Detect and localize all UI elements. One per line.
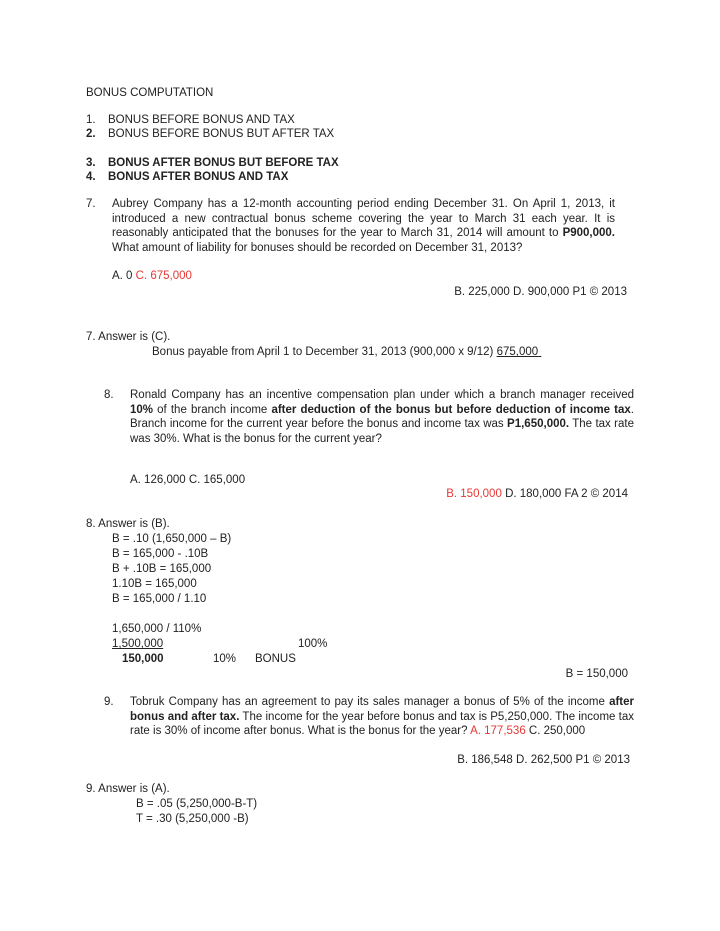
question-text: The tax rate was 30%. What is the bonus for the current year? — [130, 418, 634, 445]
choices-line — [112, 269, 192, 283]
alt-value: 1,500,000 — [112, 638, 164, 650]
alt-computation: 1,650,000 / 110% — [112, 623, 202, 635]
question-text: The income for the year before bonus and tax is P5,250,000. The income tax rate is 30% of income after bonus. What is the bonus for the year? — [130, 710, 634, 737]
question-bold-phrase: after bonus and after tax. — [130, 696, 634, 723]
solution-step: B = .05 (5,250,000-B-T) — [136, 798, 258, 810]
question-pct: 10% — [130, 403, 154, 416]
question-number: 8. — [104, 389, 114, 401]
choice-d: D. 180,000 FA 2 © 2014 — [505, 488, 628, 500]
solution-value: 675,000 — [496, 346, 539, 358]
question-text: . Branch income for the current year before the bonus and income tax was — [130, 403, 634, 430]
question-text: Ronald Company has an incentive compensation plan under which a branch manager received — [130, 389, 634, 401]
question-number: 9. — [104, 696, 114, 708]
question-text: of the branch income — [153, 403, 272, 416]
list-text: BONUS BEFORE BONUS AND TAX — [108, 114, 295, 126]
question-text: Tobruk Company has an agreement to pay its sales manager a bonus of 5% of the income — [130, 696, 610, 708]
list-item — [86, 113, 295, 127]
choice-a: A. 0 — [112, 270, 133, 282]
solution-step: B = 165,000 - .10B — [112, 548, 209, 560]
alt-label: BONUS — [255, 653, 296, 665]
solution-step: B + .10B = 165,000 — [112, 563, 212, 575]
solution-step: B = 165,000 / 1.10 — [112, 593, 207, 605]
alt-bonus-value: 150,000 — [122, 653, 164, 665]
solution-text: Bonus payable from April 1 to December 31, 2013 (900,000 x 9/12) — [152, 346, 497, 358]
choices-line: B. 186,548 D. 262,500 P1 © 2013 — [457, 754, 630, 766]
choices-line — [446, 487, 628, 501]
question-7-text — [112, 197, 615, 255]
choices-line: A. 126,000 C. 165,000 — [130, 474, 246, 486]
list-text: BONUS BEFORE BONUS BUT AFTER TAX — [108, 128, 335, 140]
alt-percent: 10% — [213, 653, 237, 665]
alt-percent: 100% — [298, 638, 328, 650]
solution-step: B = .10 (1,650,000 – B) — [112, 533, 232, 545]
question-bold-phrase: after deduction of the bonus but before deduction of income tax — [271, 403, 631, 416]
question-text: Aubrey Company has a 12-month accounting period ending December 31. On April 1, 2013, it introduced a new contractual bonus scheme covering the year to March 31 each year. It is reasonably anticipated that the bonuses for the year to March 31, 2014 will amount to — [112, 198, 615, 239]
question-amount: P900,000. — [562, 227, 615, 239]
answer-heading: 8. Answer is (B). — [86, 518, 170, 530]
list-text: BONUS AFTER BONUS BUT BEFORE TAX — [108, 157, 339, 169]
solution-step: T = .30 (5,250,000 -B) — [136, 813, 249, 825]
list-item — [86, 170, 288, 184]
answer-heading: 9. Answer is (A). — [86, 783, 170, 795]
list-item — [86, 156, 339, 170]
list-text: BONUS AFTER BONUS AND TAX — [108, 171, 289, 183]
choice-c-correct: C. 675,000 — [135, 270, 192, 282]
choice-a-correct: A. 177,536 — [470, 725, 526, 737]
question-number: 7. — [86, 198, 96, 210]
page-title: BONUS COMPUTATION — [86, 87, 214, 99]
solution-line — [152, 345, 541, 359]
list-number: 4. — [86, 171, 96, 183]
list-item — [86, 127, 334, 141]
question-8-text — [130, 388, 634, 446]
list-number: 3. — [86, 157, 96, 169]
result-line: B = 150,000 — [565, 668, 628, 680]
list-number: 2. — [86, 128, 96, 140]
choices-line: B. 225,000 D. 900,000 P1 © 2013 — [454, 286, 627, 298]
question-9-text — [130, 695, 634, 739]
choice-b-correct: B. 150,000 — [446, 488, 502, 500]
answer-heading: 7. Answer is (C). — [86, 331, 171, 343]
list-number: 1. — [86, 114, 96, 126]
question-amount: P1,650,000. — [507, 418, 570, 430]
choice-c: C. 250,000 — [525, 725, 586, 737]
question-text: What amount of liability for bonuses should be recorded on December 31, 2013? — [112, 241, 523, 254]
solution-step: 1.10B = 165,000 — [112, 578, 197, 590]
